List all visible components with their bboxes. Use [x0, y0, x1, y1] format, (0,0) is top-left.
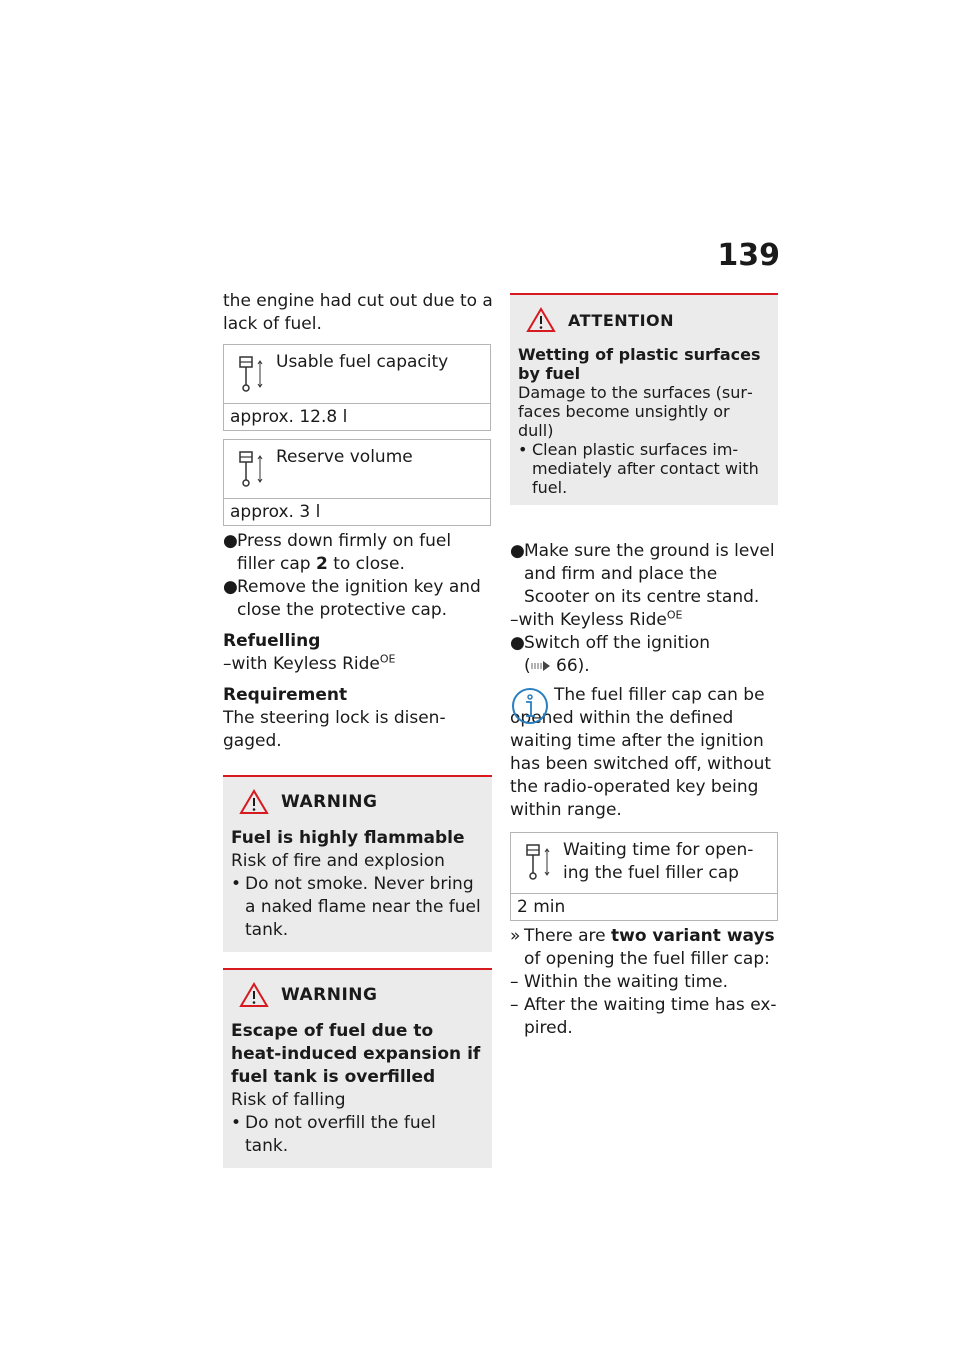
bullet-dot-icon: ●: [223, 531, 238, 551]
right-column: [510, 540, 780, 1040]
spec-value: 2 min: [511, 893, 777, 920]
attention-title: ATTENTION: [568, 310, 675, 330]
bullet-text: to close.: [327, 554, 405, 574]
attention-bullet: [518, 440, 770, 497]
dash-text: Within the waiting time.: [524, 972, 729, 992]
page-number: 139: [717, 238, 780, 273]
spec-waiting-time: [510, 832, 778, 921]
warning-title: WARNING: [281, 791, 378, 812]
attention-text: Damage to the surfaces (surfaces become unsightly or dull): [518, 383, 753, 440]
warning-box-flammable: [223, 775, 492, 952]
dash-text: After the waiting time has expired.: [524, 995, 777, 1038]
info-icon: [510, 686, 550, 726]
page-reference-arrow-icon[interactable]: [531, 660, 551, 672]
spec-label: Reserve volume: [276, 447, 413, 467]
page-reference[interactable]: 66).: [556, 656, 590, 676]
spec-reserve-volume: [223, 439, 491, 526]
bullet-text: Press down firmly on fuel filler cap: [237, 531, 452, 574]
bullet-text: Do not smoke. Never bring a naked flame near the fuel tank.: [245, 874, 481, 940]
bullet-text: Remove the ignition key and close the protective cap.: [237, 577, 481, 620]
bullet-dot-icon: ●: [223, 577, 238, 597]
bullet-dot-icon: •: [518, 440, 528, 459]
warning-triangle-icon: [526, 307, 556, 333]
warning-box-overfill: [223, 968, 492, 1168]
bullet-dot-icon: ●: [510, 633, 525, 653]
bullet-item: ● Switch off the ignition ( 66).: [510, 633, 711, 676]
spec-gauge-icon: [236, 351, 266, 395]
requirement-text: The steering lock is disengaged.: [223, 708, 446, 751]
bullet-dot-icon: ●: [510, 541, 525, 561]
warning-bullet: [231, 873, 484, 942]
warning-heading: Escape of fuel due to heat-induced expansion if fuel tank is overfilled: [231, 1021, 481, 1087]
result-text: There are: [524, 926, 611, 946]
warning-title: WARNING: [281, 984, 378, 1005]
requirement-heading: Requirement: [223, 685, 348, 705]
spec-gauge-icon: [523, 839, 553, 883]
result-item: [510, 925, 780, 971]
dash-item: [510, 971, 780, 994]
bullet-item: [223, 530, 493, 576]
warning-heading: Fuel is highly flammable: [231, 828, 465, 848]
bullet-item: [510, 540, 780, 609]
dash-mark: –: [510, 972, 519, 992]
info-text: The fuel filler cap can be opened within the defined waiting time after the ignition has been switched off, without the radio-operated key being within range.: [510, 685, 772, 820]
result-bold: two variant ways: [611, 926, 775, 946]
spec-gauge-icon: [236, 446, 266, 490]
keyless-condition: –with Keyless Ride$^{OE}$: [510, 608, 683, 630]
intro-text: the engine had cut out due to a lack of fuel.: [223, 291, 493, 334]
warning-triangle-icon: [239, 982, 269, 1008]
result-arrow-icon: »: [510, 926, 521, 946]
bullet-text: Do not overfill the fuel tank.: [245, 1113, 436, 1156]
left-column: [223, 290, 493, 1168]
dash-mark: –: [510, 995, 519, 1015]
result-text: of opening the fuel filler cap:: [524, 949, 770, 969]
spec-label: Waiting time for opening the fuel filler cap: [563, 840, 754, 883]
keyless-condition: –with Keyless Ride$^{OE}$: [223, 652, 396, 674]
warning-text: Risk of fire and explosion: [231, 851, 445, 871]
spec-value: approx. 3 l: [224, 498, 490, 525]
bullet-dot-icon: •: [231, 1113, 242, 1133]
dash-item: [510, 994, 780, 1040]
bullet-text: Make sure the ground is level and firm and place the Scooter on its centre stand.: [524, 541, 775, 607]
spec-label: Usable fuel capacity: [276, 352, 449, 372]
spec-value: approx. 12.8 l: [224, 403, 490, 430]
warning-bullet: [231, 1112, 484, 1158]
info-note: [510, 684, 780, 822]
warning-text: Risk of falling: [231, 1090, 346, 1110]
section-heading-refuelling: Refuelling: [223, 631, 321, 651]
bullet-dot-icon: •: [231, 874, 242, 894]
bullet-text: Clean plastic surfaces immediately after contact with fuel.: [532, 440, 759, 497]
warning-triangle-icon: [239, 789, 269, 815]
attention-box: [510, 293, 778, 505]
attention-heading: Wetting of plastic surfaces by fuel: [518, 345, 761, 383]
spec-usable-fuel: [223, 344, 491, 431]
bullet-bold: 2: [315, 554, 328, 574]
bullet-item: [223, 576, 493, 622]
bullet-text: Switch off the ignition: [524, 633, 711, 653]
